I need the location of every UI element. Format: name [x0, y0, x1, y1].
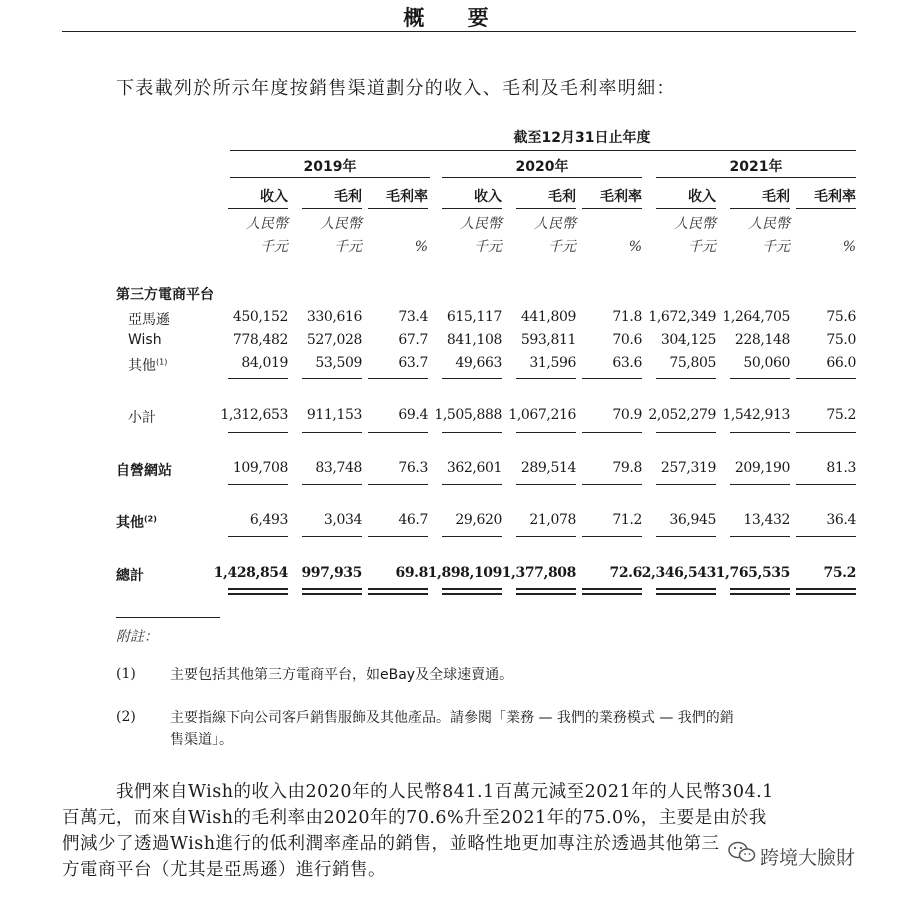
subtotal-rule [656, 432, 716, 433]
year-2019: 2019年 [303, 159, 357, 175]
subtotal-rule [796, 378, 856, 379]
table-cell: 6,493 [249, 512, 288, 528]
subtotal-rule [796, 484, 856, 485]
unit-rmb: 人民幣 [246, 216, 288, 232]
table-cell: 75.6 [826, 309, 856, 325]
table-cell: 36.4 [826, 512, 856, 528]
table-cell: 1,672,349 [648, 309, 716, 325]
col-header-rule [796, 208, 856, 209]
row-label-text: 自營網站 [116, 463, 172, 479]
table-cell: 1,542,913 [722, 407, 790, 423]
year-rule-2019 [230, 177, 430, 178]
subtotal-rule [442, 378, 502, 379]
table-cell: 257,319 [660, 460, 716, 476]
table-cell: 50,060 [743, 355, 790, 371]
table-cell: 75.0 [826, 332, 856, 348]
table-cell: 1,428,854 [213, 565, 288, 581]
footnote-marker: (1) [156, 357, 168, 367]
subtotal-rule [228, 432, 288, 433]
unit-rmb: 人民幣 [674, 216, 716, 232]
unit-thousand: 千元 [474, 239, 502, 255]
year-2020: 2020年 [515, 159, 569, 175]
table-cell: 1,067,216 [508, 407, 576, 423]
table-cell: 36,945 [669, 512, 716, 528]
subtotal-rule [302, 484, 362, 485]
table-cell: 72.6 [609, 565, 642, 581]
subtotal-rule [368, 432, 428, 433]
subtotal-rule [442, 484, 502, 485]
subtotal-rule [442, 432, 502, 433]
note-2-number: (2) [116, 709, 136, 725]
table-cell: 109,708 [232, 460, 288, 476]
table-cell: 83,748 [315, 460, 362, 476]
row-label-text: Wish [128, 332, 162, 348]
row-label-text: 亞馬遜 [128, 312, 170, 328]
row-label-text: 總計 [116, 568, 144, 584]
table-cell: 63.6 [612, 355, 642, 371]
footnote-rule [116, 617, 220, 618]
subtotal-rule [516, 432, 576, 433]
col-header-revenue-2020: 收入 [474, 189, 502, 205]
table-cell: 3,034 [323, 512, 362, 528]
title-rule [62, 31, 856, 32]
table-cell: 1,377,808 [501, 565, 576, 581]
col-header-gross-profit-2019: 毛利 [334, 189, 362, 205]
table-cell: 81.3 [826, 460, 856, 476]
total-double-rule [442, 588, 502, 595]
table-cell: 29,620 [455, 512, 502, 528]
subtotal-rule [368, 536, 428, 537]
subtotal-rule [516, 378, 576, 379]
table-cell: 841,108 [446, 332, 502, 348]
col-header-rule [582, 208, 642, 209]
subtotal-rule [656, 378, 716, 379]
table-cell: 63.7 [398, 355, 428, 371]
intro-text: 下表載列於所示年度按銷售渠道劃分的收入、毛利及毛利率明細： [116, 78, 676, 99]
subtotal-rule [228, 378, 288, 379]
row-label [116, 512, 157, 532]
row-label [116, 565, 144, 585]
wechat-icon [727, 840, 757, 864]
total-double-rule [302, 588, 362, 595]
subtotal-rule [302, 432, 362, 433]
row-label [116, 284, 214, 304]
subtotal-rule [302, 536, 362, 537]
col-header-gross-margin-2021: 毛利率 [814, 189, 856, 205]
col-header-revenue-2019: 收入 [260, 189, 288, 205]
unit-thousand: 千元 [260, 239, 288, 255]
unit-rmb: 人民幣 [534, 216, 576, 232]
subtotal-rule [516, 484, 576, 485]
unit-percent: % [842, 239, 856, 255]
table-cell: 76.3 [398, 460, 428, 476]
table-cell: 330,616 [306, 309, 362, 325]
subtotal-rule [730, 536, 790, 537]
table-cell: 69.8 [395, 565, 428, 581]
unit-percent: % [628, 239, 642, 255]
table-cell: 593,811 [520, 332, 576, 348]
subtotal-rule [582, 484, 642, 485]
subtotal-rule [730, 378, 790, 379]
table-cell: 1,505,888 [434, 407, 502, 423]
footnote-marker: (2) [144, 514, 157, 524]
col-header-gross-margin-2020: 毛利率 [600, 189, 642, 205]
subtotal-rule [656, 484, 716, 485]
total-double-rule [516, 588, 576, 595]
table-cell: 75.2 [826, 407, 856, 423]
col-header-rule [656, 208, 716, 209]
col-header-rule [442, 208, 502, 209]
table-cell: 75.2 [823, 565, 856, 581]
subtotal-rule [656, 536, 716, 537]
table-cell: 69.4 [398, 407, 428, 423]
unit-thousand: 千元 [762, 239, 790, 255]
unit-thousand: 千元 [688, 239, 716, 255]
table-cell: 49,663 [455, 355, 502, 371]
period-header: 截至12月31日止年度 [513, 130, 651, 146]
unit-thousand: 千元 [548, 239, 576, 255]
row-label-text: 小計 [128, 410, 156, 426]
note-2-text-line2: 售渠道」。 [170, 732, 233, 748]
table-cell: 70.6 [612, 332, 642, 348]
subtotal-rule [796, 536, 856, 537]
col-header-rule [302, 208, 362, 209]
total-double-rule [582, 588, 642, 595]
subtotal-rule [228, 536, 288, 537]
table-cell: 79.8 [612, 460, 642, 476]
total-double-rule [368, 588, 428, 595]
year-2021: 2021年 [729, 159, 783, 175]
table-cell: 450,152 [232, 309, 288, 325]
paragraph-line-4: 方電商平台（尤其是亞馬遜）進行銷售。 [62, 860, 386, 880]
subtotal-rule [442, 536, 502, 537]
note-1-number: (1) [116, 666, 136, 682]
table-cell: 70.9 [612, 407, 642, 423]
row-label-text: 第三方電商平台 [116, 287, 214, 303]
table-cell: 778,482 [232, 332, 288, 348]
table-cell: 71.2 [612, 512, 642, 528]
table-cell: 31,596 [529, 355, 576, 371]
table-cell: 21,078 [529, 512, 576, 528]
paragraph-line-1: 我們來自Wish的收入由2020年的人民幣841.1百萬元減至2021年的人民幣304.1 [116, 782, 774, 802]
subtotal-rule [368, 378, 428, 379]
unit-rmb: 人民幣 [748, 216, 790, 232]
subtotal-rule [730, 432, 790, 433]
table-cell: 13,432 [743, 512, 790, 528]
table-cell: 304,125 [660, 332, 716, 348]
paragraph-line-3: 們減少了透過Wish進行的低利潤率產品的銷售，並略性地更加專注於透過其他第三 [62, 834, 720, 854]
col-header-revenue-2021: 收入 [688, 189, 716, 205]
page-title: 概 要 [403, 6, 507, 30]
row-label [128, 332, 162, 348]
table-cell: 615,117 [446, 309, 502, 325]
note-2-text-line1: 主要指線下向公司客戶銷售服飾及其他產品。請參閱「業務 — 我們的業務模式 — 我們的銷 [170, 710, 734, 726]
period-rule [230, 150, 856, 151]
total-double-rule [228, 588, 288, 595]
total-double-rule [796, 588, 856, 595]
total-double-rule [656, 588, 716, 595]
table-cell: 441,809 [520, 309, 576, 325]
subtotal-rule [582, 378, 642, 379]
subtotal-rule [730, 484, 790, 485]
unit-percent: % [414, 239, 428, 255]
row-label [116, 460, 172, 480]
subtotal-rule [302, 378, 362, 379]
table-cell: 75,805 [669, 355, 716, 371]
unit-thousand: 千元 [334, 239, 362, 255]
total-double-rule [730, 588, 790, 595]
table-cell: 84,019 [241, 355, 288, 371]
table-cell: 1,765,535 [715, 565, 790, 581]
col-header-rule [730, 208, 790, 209]
col-header-gross-profit-2021: 毛利 [762, 189, 790, 205]
notes-heading: 附註： [116, 629, 158, 645]
table-cell: 1,264,705 [722, 309, 790, 325]
table-cell: 1,312,653 [220, 407, 288, 423]
watermark-text: 跨境大臉財 [760, 847, 856, 869]
table-cell: 53,509 [315, 355, 362, 371]
table-cell: 228,148 [734, 332, 790, 348]
col-header-rule [368, 208, 428, 209]
subtotal-rule [368, 484, 428, 485]
table-cell: 527,028 [306, 332, 362, 348]
col-header-rule [516, 208, 576, 209]
table-cell: 209,190 [734, 460, 790, 476]
row-label-text: 其他 [116, 515, 144, 531]
table-cell: 67.7 [398, 332, 428, 348]
year-rule-2021 [656, 177, 856, 178]
table-cell: 2,346,543 [641, 565, 716, 581]
unit-rmb: 人民幣 [460, 216, 502, 232]
table-cell: 46.7 [398, 512, 428, 528]
row-label [128, 355, 167, 375]
col-header-gross-margin-2019: 毛利率 [386, 189, 428, 205]
subtotal-rule [582, 432, 642, 433]
table-cell: 66.0 [826, 355, 856, 371]
col-header-gross-profit-2020: 毛利 [548, 189, 576, 205]
subtotal-rule [516, 536, 576, 537]
subtotal-rule [582, 536, 642, 537]
subtotal-rule [228, 484, 288, 485]
table-cell: 911,153 [306, 407, 362, 423]
table-cell: 71.8 [612, 309, 642, 325]
year-rule-2020 [442, 177, 642, 178]
table-cell: 73.4 [398, 309, 428, 325]
subtotal-rule [796, 432, 856, 433]
table-cell: 1,898,109 [427, 565, 502, 581]
paragraph-line-2: 百萬元，而來自Wish的毛利率由2020年的70.6%升至2021年的75.0%，主要是由於我 [62, 808, 767, 828]
row-label [128, 407, 156, 427]
row-label-text: 其他 [128, 358, 156, 374]
table-cell: 362,601 [446, 460, 502, 476]
table-cell: 997,935 [301, 565, 362, 581]
table-cell: 2,052,279 [648, 407, 716, 423]
note-1-text: 主要包括其他第三方電商平台，如eBay及全球速賣通。 [170, 667, 514, 683]
row-label [128, 309, 170, 329]
col-header-rule [228, 208, 288, 209]
unit-rmb: 人民幣 [320, 216, 362, 232]
table-cell: 289,514 [520, 460, 576, 476]
